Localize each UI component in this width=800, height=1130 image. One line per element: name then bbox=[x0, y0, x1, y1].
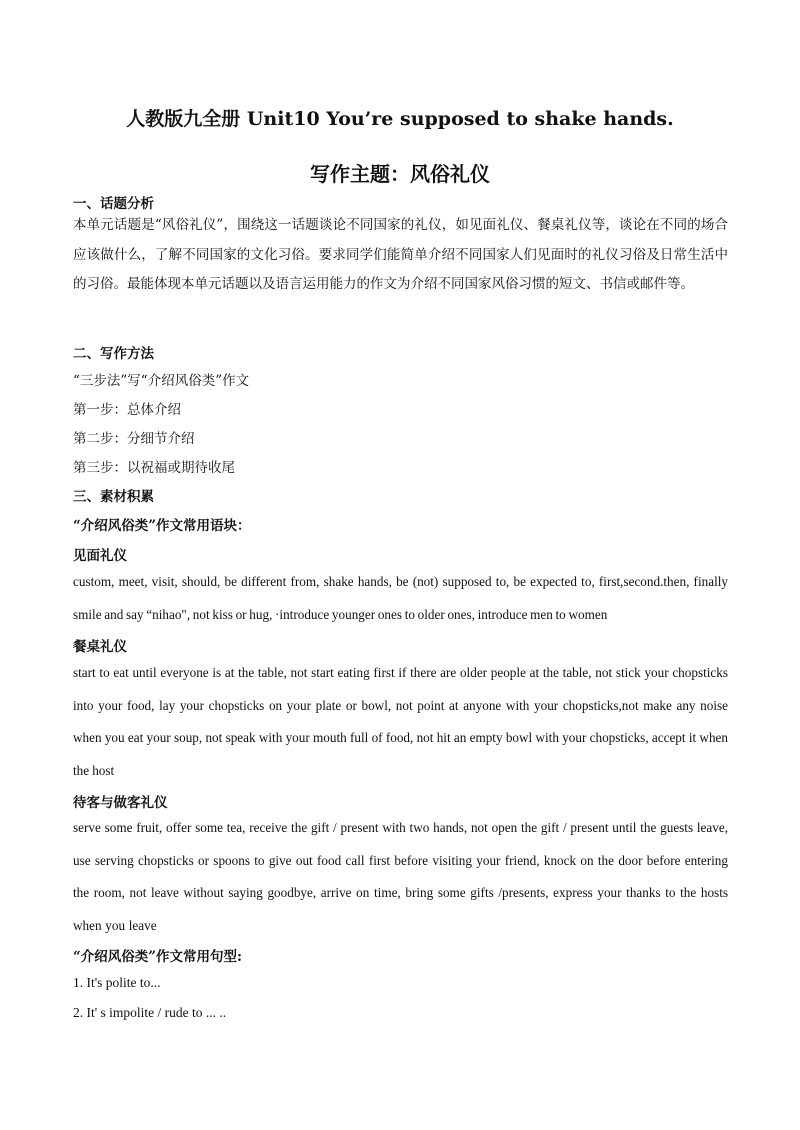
meeting-heading: 见面礼仪 bbox=[73, 548, 127, 564]
step-2: 第二步：分细节介绍 bbox=[73, 431, 195, 447]
guest-manners-heading: 待客与做客礼仪 bbox=[73, 795, 168, 811]
step-1: 第一步：总体介绍 bbox=[73, 402, 181, 418]
step-3: 第三步：以祝福或期待收尾 bbox=[73, 460, 235, 476]
pattern-1: 1. It's polite to... bbox=[73, 975, 161, 990]
section-1-paragraph: 本单元话题是“风俗礼仪”，围绕这一话题谈论不同国家的礼仪，如见面礼仪、餐桌礼仪等，谈论在不同的场合应该做什么，了解不同国家的文化习俗。要求同学们能简单介绍不同国家人们见面时的礼仪习俗及日常生活中的习俗。最能体现本单元话题以及语言运用能力的作文为介绍不同国家风俗习惯的短文、书信或邮件等。 bbox=[73, 217, 728, 292]
document-subtitle: 写作主题：风俗礼仪 bbox=[310, 162, 490, 186]
section-3-heading: 三、素材积累 bbox=[73, 489, 154, 505]
guest-manners-text: serve some fruit, offer some tea, receive the gift / present with two hands, not open the gift / present until the guests leave, use serving chopsticks or spoons to give out food call first before visiting your friend, knock on the door before entering the room, not leave without saying goodbye, arrive on time, bring some gifts /presents, express your thanks to the hosts when you leave bbox=[73, 820, 728, 933]
pattern-2: 2. It' s impolite / rude to ... .. bbox=[73, 1005, 227, 1020]
chunks-heading: “介绍风俗类”作文常用语块： bbox=[73, 518, 251, 534]
section-1-heading: 一、话题分析 bbox=[73, 196, 154, 212]
table-manners-text: start to eat until everyone is at the table, not start eating first if there are older people at the table, not stick your chopsticks into your food, lay your chopsticks on your plate or bowl, not point at anyone with your chopsticks,not make any noise when you eat your soup, not speak with your mouth full of food, not hit an empty bowl with your chopsticks, accept it when the host bbox=[73, 665, 728, 778]
table-manners-heading: 餐桌礼仪 bbox=[73, 639, 127, 655]
document-title: 人教版九全册 Unit10 You’re supposed to shake hands. bbox=[126, 108, 674, 130]
section-2-lead: “三步法”写“介绍风俗类”作文 bbox=[73, 373, 250, 389]
meeting-text: custom, meet, visit, should, be different from, shake hands, be (not) supposed to, be expected to, first,second.then, finally smile and say “nihao", not kiss or hug, ·introduce younger ones to older ones, introduce men to women bbox=[73, 574, 728, 622]
patterns-heading: “介绍风俗类”作文常用句型: bbox=[73, 949, 243, 965]
section-2-heading: 二、写作方法 bbox=[73, 346, 154, 362]
